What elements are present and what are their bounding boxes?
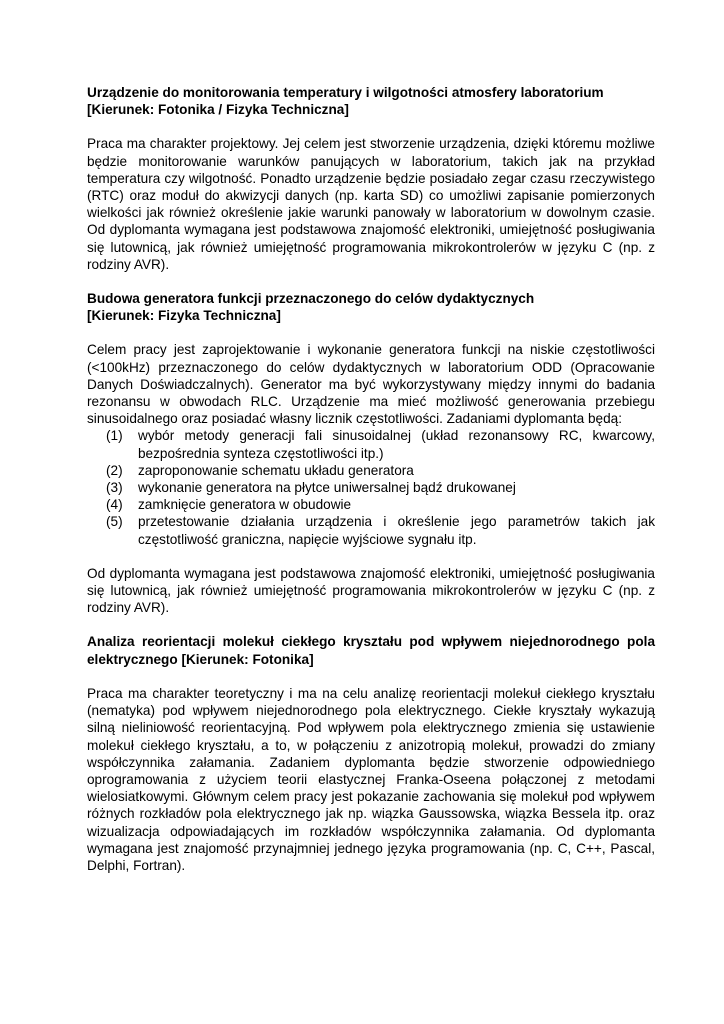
list-item-text: przetestowanie działania urządzenia i określenie jego parametrów takich jak częstotliwość graniczna, napięcie wyjściowe sygnału itp. [138,514,655,547]
section-body: Praca ma charakter projektowy. Jej celem jest stworzenie urządzenia, dzięki któremu możliwe będzie monitorowanie warunków panujących w laboratorium, takich jak na przykład temperatura czy wilgotność. Ponadto urządzenie będzie posiadało zegar czasu rzeczywistego (RTC) oraz moduł do akwizycji danych (np. karta SD) co umożliwi zapisanie pomierzonych wielkości jak również określenie jakie warunki panowały w laboratorium w dowolnym czasie. Od dyplomanta wymagana jest podstawowa znajomość elektroniki, umiejętność posługiwania się lutownicą, jak również umiejętność programowania mikrokontrolerów w języku C (np. z rodziny AVR). [87,136,655,272]
list-item [87,462,655,479]
list-item-text: zamknięcie generatora w obudowie [138,497,352,513]
section-field: [Kierunek: Fizyka Techniczna] [87,308,281,324]
section-title: Budowa generatora funkcji przeznaczonego do celów dydaktycznych [87,291,535,307]
list-item [87,496,655,513]
task-list [87,427,655,547]
list-item [87,513,655,547]
list-item-text: wykonanie generatora na płytce uniwersalnej bądź drukowanej [138,480,516,496]
section-body: Celem pracy jest zaprojektowanie i wykonanie generatora funkcji na niskie częstotliwości (<100kHz) przeznaczonego do celów dydaktycznych w laboratorium ODD (Opracowanie Danych Doświadczalnych). Generator ma być wykorzystywany między innymi do badania rezonansu w obwodach RLC. Urządzenie ma mieć możliwość generowania przebiegu sinusoidalnego oraz posiadać własny licznik częstotliwości. Zadaniami dyplomanta będą: [87,342,655,427]
list-item [87,479,655,496]
list-item-number: (1) [106,428,123,444]
section-liquid-crystal [87,633,655,874]
list-item-text: zaproponowanie schematu układu generatora [138,462,414,478]
section-title: Urządzenie do monitorowania temperatury i wilgotności atmosfery laboratorium [87,85,604,100]
list-item-number: (3) [106,480,123,496]
section-body: Praca ma charakter teoretyczny i ma na celu analizę reorientacji molekuł ciekłego kryształu (nematyka) pod wpływem niejednorodnego pola elektrycznego. Ciekłe kryształy wykazują silną nieliniowość reorientacyjną. Pod wpływem pola elektrycznego zmienia się ustawienie molekuł ciekłego kryształu, a to, w połączeniu z anizotropią molekuł, prowadzi do zmiany współczynnika załamania. Zadaniem dyplomanta będzie stworzenie odpowiedniego oprogramowania z użyciem teorii elastycznej Franka-Oseena połączonej z metodami wielosiatkowymi. Głównym celem pracy jest pokazanie zachowania się molekuł pod wpływem różnych rozkładów pola elektrycznego jak np. wiązka Gaussowska, wiązka Bessela itp. oraz wizualizacja odpowiadających im rozkładów współczynnika załamania. Od dyplomanta wymagana jest znajomość przynajmniej jednego języka programowania (np. C, C++, Pascal, Delphi, Fortran). [87,685,655,873]
section-footer: Od dyplomanta wymagana jest podstawowa znajomość elektroniki, umiejętność posługiwania się lutownicą, jak również umiejętność programowania mikrokontrolerów w języku C (np. z rodziny AVR). [87,565,655,616]
list-item [87,427,655,461]
list-item-number: (5) [106,514,123,530]
section-function-generator [87,290,655,616]
list-item-text: wybór metody generacji fali sinusoidalnej (układ rezonansowy RC, kwarcowy, bezpośrednia synteza częstotliwości itp.) [138,428,655,461]
section-temperature-monitor [87,84,655,273]
list-item-number: (4) [106,497,123,513]
section-title: Analiza reorientacji molekuł ciekłego kryształu pod wpływem niejednorodnego pola elektrycznego [Kierunek: Fotonika] [87,634,655,667]
section-field: [Kierunek: Fotonika / Fizyka Techniczna] [87,102,349,118]
document-page [87,84,655,874]
list-item-number: (2) [106,462,123,478]
